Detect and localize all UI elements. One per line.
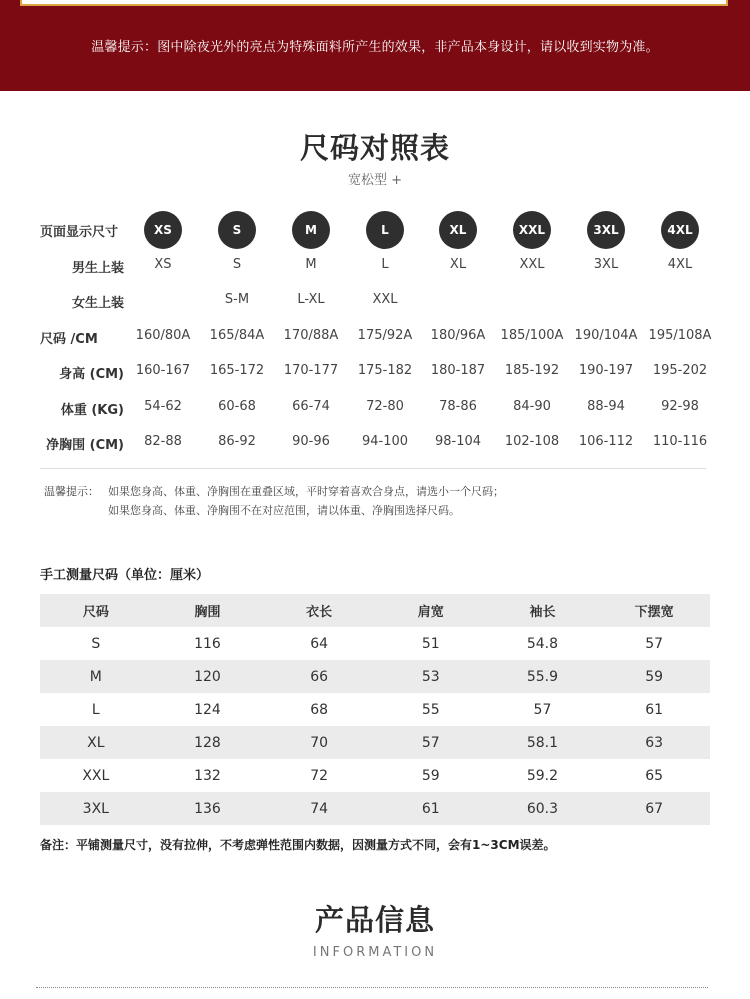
table-cell: 64 <box>310 635 329 652</box>
size-cell: 106-112 <box>578 434 634 449</box>
table-cell: 55.9 <box>487 660 599 693</box>
table-cell: 57 <box>375 726 487 759</box>
table-cell: XXL <box>82 767 110 784</box>
size-row-label: 页面显示尺寸 <box>40 225 119 240</box>
table-cell: 72 <box>310 767 329 784</box>
table-cell: 60.3 <box>487 792 599 825</box>
size-row-weight <box>0 395 750 421</box>
table-cell: 70 <box>263 726 375 759</box>
size-cell: 185-192 <box>504 363 560 378</box>
measurement-header-cell: 衣长 <box>263 594 375 627</box>
table-cell: 63 <box>598 726 710 759</box>
table-cell: 59 <box>421 767 440 784</box>
table-cell: 55 <box>421 701 440 718</box>
size-chart-subtitle: 宽松型 + <box>347 173 403 188</box>
product-info-title: 产品信息 <box>314 903 435 937</box>
size-cell: S <box>232 257 242 272</box>
table-cell: M <box>40 660 152 693</box>
size-chart-divider <box>40 468 706 469</box>
table-cell: 65 <box>645 767 664 784</box>
size-cell: 175/92A <box>357 328 413 343</box>
table-cell: 120 <box>152 660 264 693</box>
table-cell: 61 <box>375 792 487 825</box>
table-cell: 66 <box>263 660 375 693</box>
table-row <box>40 693 710 726</box>
table-row <box>40 759 710 792</box>
size-cell: 4XL <box>667 257 693 272</box>
size-cell: 195/108A <box>648 328 712 343</box>
size-row-height <box>0 359 750 385</box>
size-cell: 180/96A <box>430 328 486 343</box>
size-cell: 98-104 <box>434 434 482 449</box>
table-row <box>40 660 710 693</box>
table-row <box>40 792 710 825</box>
size-row-label: 身高 (CM) <box>59 367 124 382</box>
measurement-header-cell: 尺码 <box>40 594 152 627</box>
table-cell: 74 <box>263 792 375 825</box>
size-cell: 190-197 <box>578 363 634 378</box>
size-cell: 165-172 <box>209 363 265 378</box>
size-cell: 170-177 <box>283 363 339 378</box>
measurement-header-cell: 袖长 <box>487 594 599 627</box>
table-cell: L <box>91 701 100 718</box>
size-cell: XXL <box>372 292 398 307</box>
table-cell: 53 <box>375 660 487 693</box>
size-cell: 66-74 <box>292 399 330 414</box>
size-cell: 92-98 <box>661 399 699 414</box>
size-cell: 165/84A <box>209 328 265 343</box>
size-cell: 78-86 <box>439 399 477 414</box>
size-badge[interactable]: XL <box>439 211 477 249</box>
size-cell: XS <box>154 257 172 272</box>
size-cell: 195-202 <box>652 363 708 378</box>
table-cell: 67 <box>598 792 710 825</box>
size-cell: XL <box>449 257 467 272</box>
measurement-header-cell: 下摆宽 <box>598 594 710 627</box>
measurement-remark: 备注：平铺测量尺寸，没有拉伸，不考虑弹性范围内数据，因测量方式不同，会有1~3CM误差。 <box>40 838 556 852</box>
size-row-male-top <box>0 253 750 279</box>
size-cell: 90-96 <box>292 434 330 449</box>
size-cell: 94-100 <box>361 434 409 449</box>
size-cell: 160-167 <box>135 363 191 378</box>
size-row-size-cm <box>0 324 750 350</box>
table-cell: 58.1 <box>487 726 599 759</box>
table-cell: 57 <box>645 635 664 652</box>
size-row-label: 净胸围 (CM) <box>46 438 124 453</box>
size-cell: 160/80A <box>135 328 191 343</box>
measurement-table <box>40 594 710 825</box>
size-row-display-size <box>0 217 750 243</box>
product-info-subtitle: INFORMATION <box>312 945 438 960</box>
size-cell: 102-108 <box>504 434 560 449</box>
table-cell: 57 <box>533 701 552 718</box>
size-cell: 110-116 <box>652 434 708 449</box>
table-row <box>40 726 710 759</box>
size-cell: S-M <box>224 292 250 307</box>
size-cell: M <box>305 257 317 272</box>
table-cell: 3XL <box>40 792 152 825</box>
size-row-label: 女生上装 <box>71 296 124 311</box>
measurement-header-cell: 胸围 <box>152 594 264 627</box>
table-cell: 128 <box>152 726 264 759</box>
table-cell: 59 <box>598 660 710 693</box>
size-cell: 82-88 <box>144 434 182 449</box>
size-cell: 88-94 <box>587 399 625 414</box>
measurement-title: 手工测量尺码（单位：厘米） <box>40 568 210 583</box>
size-cell: 60-68 <box>218 399 256 414</box>
table-cell: 136 <box>152 792 264 825</box>
size-row-label: 尺码 /CM <box>40 332 98 347</box>
table-cell: 61 <box>645 701 664 718</box>
size-badge[interactable]: 3XL <box>587 211 625 249</box>
size-cell: 3XL <box>593 257 619 272</box>
size-badge[interactable]: M <box>292 211 330 249</box>
measurement-header-row <box>40 594 710 627</box>
measurement-header-cell: 肩宽 <box>375 594 487 627</box>
banner-notice: 温馨提示：图中除夜光外的亮点为特殊面料所产生的效果，非产品本身设计，请以收到实物为准。 <box>91 40 659 55</box>
table-cell: 54.8 <box>526 635 559 652</box>
table-cell: 116 <box>194 635 221 652</box>
measurement-body <box>40 627 710 825</box>
table-cell: 132 <box>194 767 221 784</box>
size-cell: XXL <box>519 257 545 272</box>
size-cell: 175-182 <box>357 363 413 378</box>
table-cell: XL <box>40 726 152 759</box>
size-row-chest <box>0 430 750 456</box>
size-note-line-1: 如果您身高、体重、净胸围在重叠区域，平时穿着喜欢合身点，请选小一个尺码； <box>108 485 504 498</box>
size-cell: 190/104A <box>574 328 638 343</box>
size-cell: 72-80 <box>366 399 404 414</box>
size-cell: 180-187 <box>430 363 486 378</box>
size-badge[interactable]: XS <box>144 211 182 249</box>
table-cell: 124 <box>194 701 221 718</box>
table-cell: 59.2 <box>526 767 559 784</box>
size-row-label: 体重 (KG) <box>60 403 124 418</box>
size-cell: 86-92 <box>218 434 256 449</box>
size-badge[interactable]: XXL <box>513 211 551 249</box>
size-cell: L <box>381 257 389 272</box>
size-cell: 54-62 <box>144 399 182 414</box>
size-note-line-2: 如果您身高、体重、净胸围不在对应范围，请以体重、净胸围选择尺码。 <box>108 504 460 517</box>
size-note-label: 温馨提示： <box>44 485 99 498</box>
table-cell: 51 <box>421 635 440 652</box>
size-badge[interactable]: S <box>218 211 256 249</box>
size-cell: 84-90 <box>513 399 551 414</box>
size-cell: 185/100A <box>500 328 564 343</box>
table-cell: 68 <box>310 701 329 718</box>
size-badge[interactable]: L <box>366 211 404 249</box>
dotted-divider <box>36 987 708 988</box>
banner-frame <box>20 0 728 6</box>
size-cell: 170/88A <box>283 328 339 343</box>
size-badge[interactable]: 4XL <box>661 211 699 249</box>
top-banner <box>0 0 750 91</box>
size-row-label: 男生上装 <box>71 261 124 276</box>
size-cell: L-XL <box>297 292 325 307</box>
size-chart-title: 尺码对照表 <box>299 131 450 165</box>
size-row-female-top <box>0 288 750 314</box>
table-row <box>40 627 710 660</box>
table-cell: S <box>91 635 101 652</box>
